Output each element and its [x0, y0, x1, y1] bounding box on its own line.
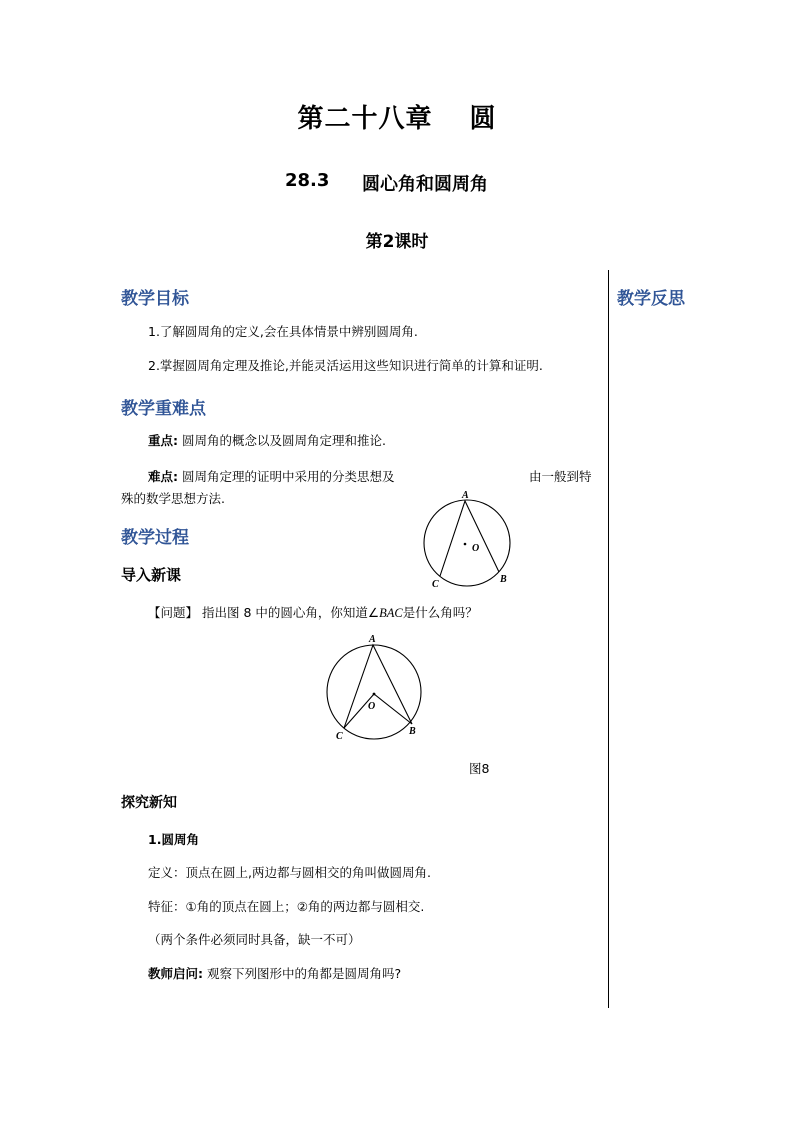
process-heading: 教学过程 [121, 528, 189, 548]
reflection-heading: 教学反思 [617, 289, 685, 309]
difficulty-text-c: 殊的数学思想方法. [121, 491, 225, 506]
circle-outline [327, 645, 421, 739]
circle-figure-small [418, 488, 518, 590]
question-var: BAC [379, 606, 403, 620]
center-point [373, 693, 376, 696]
objectives-heading: 教学目标 [121, 289, 189, 309]
label-o: O [368, 701, 376, 712]
difficulty-text-a: 圆周角定理的证明中采用的分类思想及 [178, 469, 395, 484]
teacher-label: 教师启问: [148, 966, 203, 981]
difficulty-line [148, 467, 394, 487]
explore-heading: 探究新知 [121, 795, 177, 811]
column-divider [608, 270, 609, 1008]
label-b: B [409, 726, 416, 737]
definition-text: 定义：顶点在圆上,两边都与圆相交的角叫做圆周角. [148, 865, 431, 880]
key-label: 重点: [148, 433, 178, 448]
key-point-line [148, 431, 386, 451]
difficulty-text-b: 由一般到特 [529, 469, 592, 484]
label-a: A [369, 634, 376, 645]
features-text: 特征：①角的顶点在圆上；②角的两边都与圆相交. [148, 899, 425, 914]
teacher-text: 观察下列图形中的角都是圆周角吗? [203, 966, 402, 981]
label-a: A [462, 490, 469, 501]
key-points-heading: 教学重难点 [121, 399, 206, 419]
teacher-question-line [148, 964, 401, 984]
center-point [464, 543, 467, 546]
section-title: 圆心角和圆周角 [362, 174, 488, 195]
question-label: 【问题】 [148, 605, 199, 620]
label-b: B [500, 574, 507, 585]
circle-figure-8 [320, 630, 430, 742]
key-text: 圆周角的概念以及圆周角定理和推论. [178, 433, 386, 448]
objective-item-2: 2.掌握圆周角定理及推论,并能灵活运用这些知识进行简单的计算和证明. [148, 358, 543, 373]
label-c: C [336, 731, 343, 742]
question-text: 指出图 8 中的圆心角，你知道∠ [198, 605, 380, 620]
label-c: C [432, 579, 439, 590]
difficulty-label: 难点: [148, 469, 178, 484]
label-o: O [472, 543, 480, 554]
figure-caption: 图8 [469, 761, 490, 776]
question-end: 是什么角吗？ [402, 605, 478, 620]
chapter-title: 第二十八章 圆 [297, 104, 497, 134]
section-number: 28.3 [285, 170, 330, 191]
lesson-title: 第2课时 [365, 232, 429, 252]
note-text: （两个条件必须同时具备，缺一不可） [148, 932, 361, 947]
question-line [148, 603, 478, 623]
objective-item-1: 1.了解圆周角的定义,会在具体情景中辨别圆周角. [148, 324, 418, 339]
intro-heading: 导入新课 [121, 566, 182, 584]
inscribed-angle [440, 501, 499, 576]
explore-sub1: 1.圆周角 [148, 832, 199, 847]
circle-outline [424, 500, 510, 586]
